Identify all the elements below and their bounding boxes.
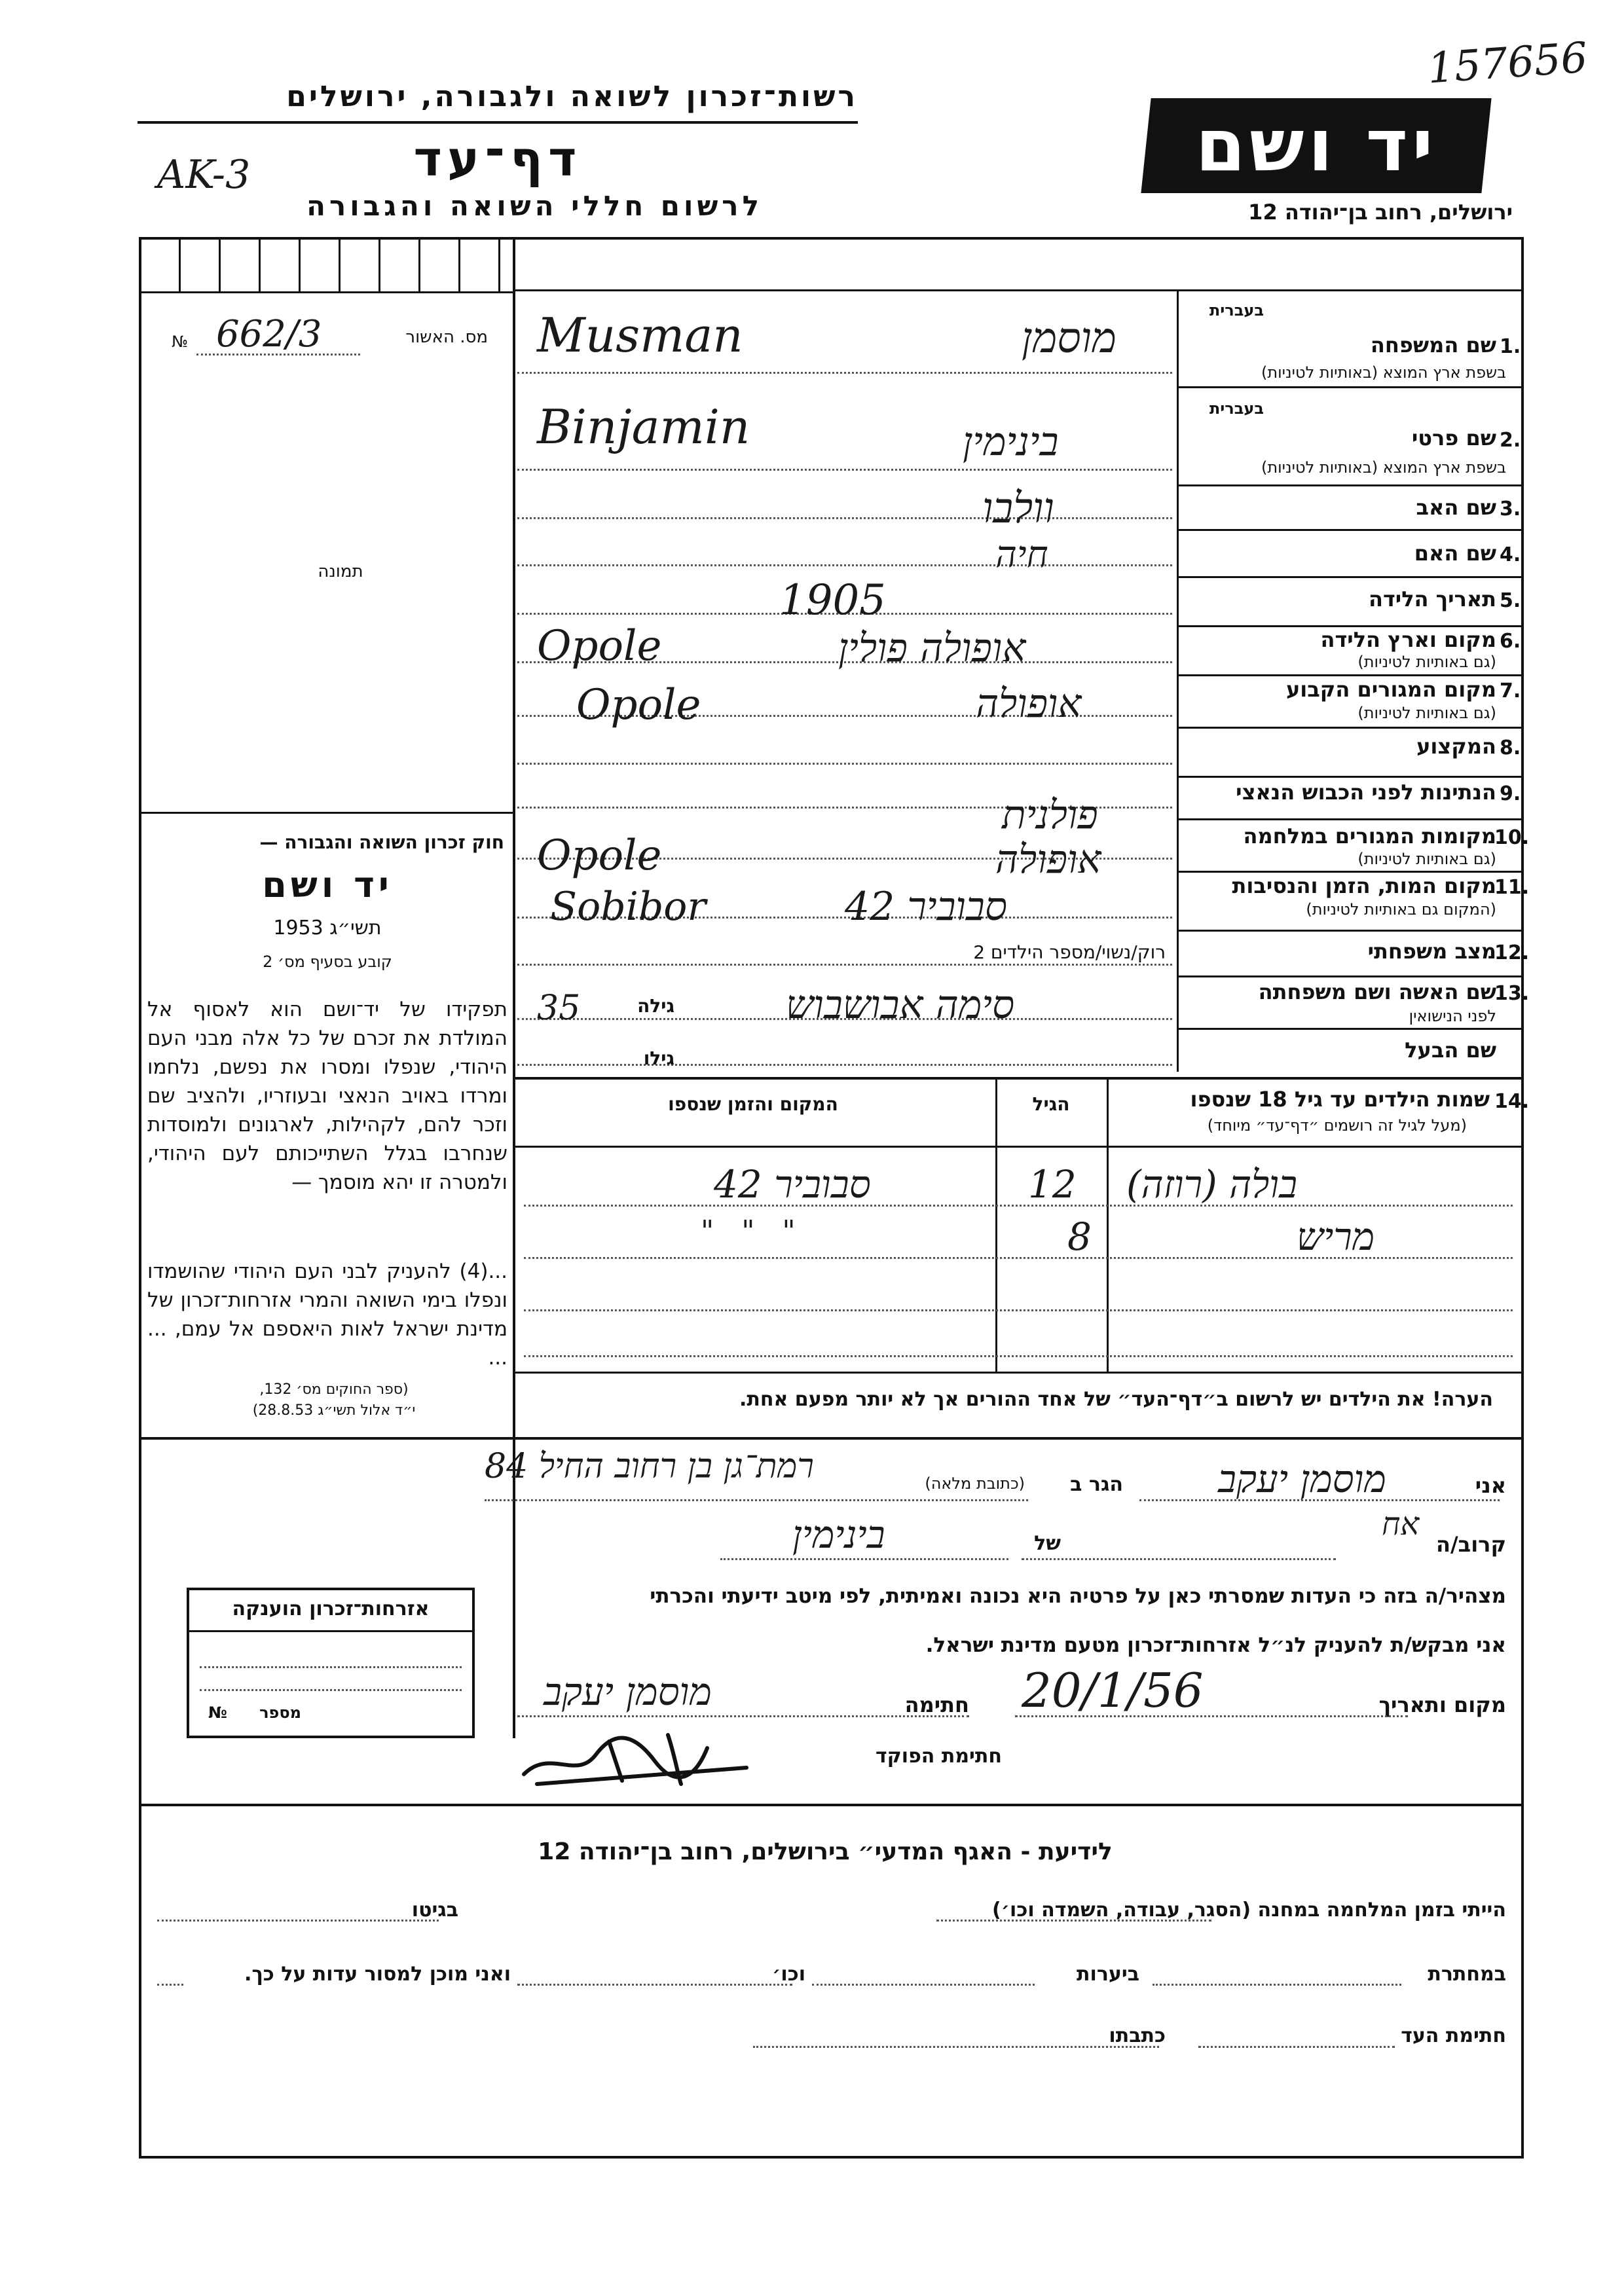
decl-statement: מצהיר/ה בזה כי העדות שמסרתי כאן על פרטיה היא נכונה ואמיתית, לפי מיטב ידיעתי והכרתי: [650, 1584, 1506, 1608]
logo-text: יד ושם: [1195, 103, 1437, 187]
row-line: [1179, 930, 1522, 932]
decl-of-value: בינימין: [792, 1512, 885, 1557]
footer-dotted: [1198, 2046, 1395, 2048]
field-7-label: מקום המגורים הקבוע: [1285, 677, 1496, 702]
field-11-sub: (המקום גם באותיות לטיניות): [1306, 900, 1496, 919]
field-8-label: המקצוע: [1416, 734, 1496, 759]
field-11-num: 11.: [1494, 876, 1530, 899]
law-name: יד ושם: [262, 864, 393, 905]
field-4-label: שם האם: [1414, 541, 1496, 566]
citizenship-title-line: [187, 1630, 475, 1632]
children-div-2: [995, 1077, 997, 1372]
child-1-age: 12: [1028, 1162, 1077, 1207]
field-1-num: 1.: [1500, 335, 1521, 358]
law-clause: קובע בסעיף מס׳ 2: [263, 953, 392, 971]
field-11-label: מקום המות, הזמן והנסיבות: [1232, 873, 1496, 898]
citizenship-number-label: מספר: [259, 1704, 301, 1722]
field-7-sub: (גם באותיות לטיניות): [1357, 704, 1496, 722]
decl-resides-label: הגר ב: [1070, 1473, 1123, 1496]
decl-request: אני מבקש/ת להעניק לנ״ל אזרחות־זכרון מטעם מדינת ישראל.: [925, 1633, 1506, 1657]
citizenship-title: אזרחות־זכרון הוענקה: [232, 1597, 430, 1620]
law-date: י״ד אלול תשי״ג 28.8.53): [252, 1402, 416, 1419]
field-11-value-latin: Sobibor: [550, 884, 707, 930]
form-subtitle: לרשום חללי השואה והגבורה: [306, 190, 763, 222]
field-7-value-he: אופולה: [976, 681, 1082, 727]
decl-relative-label: קרוב/ה: [1436, 1532, 1506, 1557]
note-text: הערה! את הילדים יש לרשום ב״דף־העד״ של אחד ההורים אך לא יותר מפעם אחת.: [739, 1388, 1493, 1411]
decl-signature-label: חתימה: [904, 1692, 969, 1717]
decl-place-date-label: מקום ותאריך: [1378, 1692, 1506, 1717]
row-line: [1179, 818, 1522, 820]
field-1-value-latin: Musman: [537, 308, 743, 363]
footer-dotted: [517, 1984, 792, 1986]
footer-title: לידיעת - האגף המדעי״ בירושלים, רחוב בן־יהודה 12: [538, 1838, 1113, 1865]
decl-date-value: 20/1/56: [1022, 1663, 1204, 1718]
decl-dotted: [517, 1715, 969, 1717]
footer-dotted: [936, 1920, 1211, 1922]
field-dotted: [517, 1064, 1172, 1066]
children-header-names: שמות הילדים עד גיל 18 שנספו: [1190, 1087, 1490, 1112]
field-12-value: רוק/נשוי/מספר הילדים 2: [973, 941, 1166, 963]
field-dotted: [517, 469, 1172, 471]
row-line: [1179, 674, 1522, 676]
law-year: תשי״ג 1953: [273, 917, 382, 939]
cert-value: 662/3: [216, 313, 322, 355]
children-header-place: המקום והזמן שנספו: [668, 1093, 838, 1115]
field-1-sub: בשפת ארץ המוצא (באותיות לטיניות): [1261, 363, 1506, 382]
field-6-num: 6.: [1500, 630, 1521, 653]
law-para1: תפקידו של יד־ושם הוא לאסוף אל המולדת את זכרם של כל אלה מבני העם היהודי, שנפלו ומסרו את נפשם, נלחמו ומרדו באויב הנאצי ובעוזריו, ולהציב שם וזכר להם, לקהילות, לארגונים ולמוסדות שנחרבו בגלל השתייכותם לעם היהודי, ולמטרה זו יהא מוסמך —: [147, 998, 507, 1194]
field-8-num: 8.: [1500, 737, 1521, 759]
footer-dotted: [157, 1984, 183, 1986]
label-divider: [1177, 291, 1179, 1072]
field-2-value-latin: Binjamin: [537, 399, 750, 454]
citizenship-dotted: [200, 1666, 462, 1668]
decl-address-value: רמת־גן בן רחוב החיל 84: [485, 1447, 814, 1486]
field-dotted: [517, 763, 1172, 765]
cert-label: מס. האשור: [405, 327, 488, 347]
footer-dotted: [753, 2046, 1159, 2048]
row-line: [1179, 975, 1522, 977]
field-5-label: תאריך הלידה: [1368, 587, 1496, 611]
field-1-hebrew-tag: בעברית: [1209, 301, 1264, 319]
footer-line2-d: ואני מוכן למסור עדות על כך.: [244, 1963, 511, 1986]
address-top: ירושלים, רחוב בן־יהודה 12: [1248, 200, 1513, 225]
decl-dotted: [1022, 1558, 1336, 1560]
children-header-line: [514, 1146, 1522, 1148]
authority-line: רשות־זכרון לשואה ולגבורה, ירושלים: [286, 80, 858, 113]
row-line: [1179, 776, 1522, 778]
footer-line3-a: חתימת העד: [1401, 2024, 1506, 2047]
child-2-age: 8: [1067, 1214, 1092, 1259]
field-dotted: [517, 964, 1172, 966]
field-12-num: 12.: [1494, 941, 1530, 964]
form-title: דף־עד: [413, 131, 582, 187]
footer-dotted: [157, 1920, 439, 1922]
note-top-line: [514, 1372, 1522, 1374]
decl-dotted: [720, 1558, 1008, 1560]
law-para2: ...(4) להעניק לבני העם היהודי שהושמדו ונפלו בימי השואה והמרי אזרחות־זכרון של מדינת ישראל לאות היאספם אל עמם, ... ...: [147, 1260, 507, 1370]
field-7-num: 7.: [1500, 680, 1521, 702]
field-2-num: 2.: [1500, 429, 1521, 452]
field-4-num: 4.: [1500, 543, 1521, 566]
field-2-sub: בשפת ארץ המוצא (באותיות לטיניות): [1261, 458, 1506, 477]
photo-label: תמונה: [318, 562, 363, 581]
row-line: [1179, 1028, 1522, 1030]
field-2-hebrew-tag: בעברית: [1209, 399, 1264, 418]
field-7-value-latin: Opole: [576, 681, 701, 729]
row-line: [1179, 727, 1522, 729]
field-6-value-he: אופולה פולין: [838, 625, 1026, 671]
field-5-num: 5.: [1500, 589, 1521, 612]
footer-line1-a: הייתי בזמן המלחמה במחנה (הסגר, עבודה, השמדה וכו׳): [992, 1899, 1506, 1922]
officer-signature: [511, 1722, 760, 1794]
field-13-age-value: 35: [537, 989, 581, 1028]
field-13-num: 13.: [1494, 982, 1530, 1005]
authority-underline: [138, 121, 858, 124]
form-code: AK-3: [157, 152, 251, 198]
field-10-sub: (גם באותיות לטיניות): [1357, 850, 1496, 868]
field-13-sub: לפני הנישואין: [1409, 1007, 1496, 1025]
row-line: [1179, 484, 1522, 486]
field-10-value-latin: Opole: [537, 831, 662, 880]
row-line: [1179, 529, 1522, 531]
field-9-value-he: פולנית: [1002, 792, 1098, 838]
left-divider: [513, 239, 515, 1738]
children-row-line: [524, 1355, 1513, 1357]
children-header-names-sub: (מעל לגיל זה רושמים ״דף־עד״ מיוחד): [1207, 1116, 1467, 1135]
footer-line2-c: וכו׳: [772, 1963, 805, 1986]
field-dotted: [517, 564, 1172, 566]
decl-officer-label: חתימת הפוקד: [876, 1745, 1002, 1768]
field-2-label: שם פרטי: [1411, 426, 1496, 450]
field-dotted: [517, 372, 1172, 374]
field-3-num: 3.: [1500, 498, 1521, 520]
law-top-line: [141, 812, 514, 814]
footer-top-line: [141, 1804, 1522, 1806]
footer-dotted: [812, 1984, 1035, 1986]
field-9-label: הנתינות לפני הכבוש הנאצי: [1236, 780, 1496, 805]
decl-i-value: מוסמן יעקב: [1218, 1457, 1386, 1501]
child-1-place: סבוביר 42: [714, 1162, 871, 1207]
field-6-label: מקום וארץ הלידה: [1320, 627, 1496, 652]
field-10-num: 10.: [1494, 826, 1530, 849]
field-11-value-he: סבוביר 42: [845, 884, 1007, 930]
field-10-value-he: אופולה: [995, 837, 1101, 883]
field-4-value-he: חיה: [995, 534, 1048, 576]
children-num: 14.: [1494, 1090, 1530, 1113]
children-row-line: [524, 1309, 1513, 1311]
law-title: חוק זכרון השואה והגבורה —: [259, 831, 504, 853]
footer-line3-b: כתבתו: [1109, 2024, 1166, 2047]
row-line: [1179, 576, 1522, 578]
top-row-line: [514, 289, 1522, 291]
field-3-label: שם האב: [1416, 495, 1496, 520]
citizenship-dotted: [200, 1689, 462, 1691]
citizenship-number-prefix: №: [208, 1704, 227, 1722]
decl-relation-value: אח: [1382, 1506, 1420, 1542]
field-3-value-he: וולבו: [982, 484, 1054, 533]
field-6-sub: (גם באותיות לטיניות): [1357, 653, 1496, 671]
child-1-name: בולה (רוזה): [1126, 1162, 1298, 1207]
row-line: [1179, 386, 1522, 388]
field-13-label: שם האשה ושם משפחתה: [1258, 979, 1496, 1004]
children-header-age: הגיל: [1032, 1093, 1070, 1115]
office-code-boxes: [141, 239, 514, 293]
decl-of-label: של: [1034, 1532, 1061, 1555]
children-top-line: [514, 1077, 1522, 1080]
field-6-value-latin: Opole: [537, 622, 662, 670]
field-13-age-label: גילה: [637, 995, 674, 1017]
footer-line1-b: בגיטו: [411, 1899, 458, 1922]
field-12-label: מצב משפחתי: [1367, 939, 1496, 964]
note-bottom-line: [141, 1437, 1522, 1440]
footer-dotted: [1153, 1984, 1401, 1986]
row-line: [1179, 871, 1522, 873]
decl-dotted: [485, 1499, 1028, 1501]
field-2-value-he: בינימין: [963, 419, 1059, 465]
field-dotted: [517, 517, 1172, 519]
field-5-value-he: 1905: [779, 576, 886, 625]
field-husband-label: שם הבעל: [1405, 1038, 1496, 1063]
footer-line2-a: במחתרת: [1428, 1963, 1506, 1986]
children-row-line: [524, 1205, 1513, 1207]
stamp-number: 157656: [1426, 33, 1589, 94]
decl-signature-value: מוסמן יעקב: [544, 1669, 712, 1714]
children-div-1: [1107, 1077, 1109, 1372]
field-husband-age-label: גילו: [643, 1048, 674, 1069]
decl-address-hint: (כתובת מלאה): [925, 1474, 1025, 1493]
cert-prefix: №: [172, 333, 188, 351]
child-2-place: " " ": [701, 1214, 796, 1248]
field-13-value-he: סימה אבושבוש: [786, 982, 1015, 1028]
field-1-value-he: מוסמן: [1022, 314, 1116, 363]
footer-line2-b: ביערות: [1077, 1963, 1139, 1986]
field-10-label: מקומות המגורים במלחמה: [1243, 824, 1496, 848]
child-2-name: מריש: [1297, 1214, 1375, 1259]
field-1-label: שם המשפחה: [1370, 333, 1496, 357]
field-9-num: 9.: [1500, 782, 1521, 805]
law-source: (ספר החוקים מס׳ 132,: [259, 1381, 409, 1398]
decl-i-label: אני: [1475, 1473, 1506, 1498]
